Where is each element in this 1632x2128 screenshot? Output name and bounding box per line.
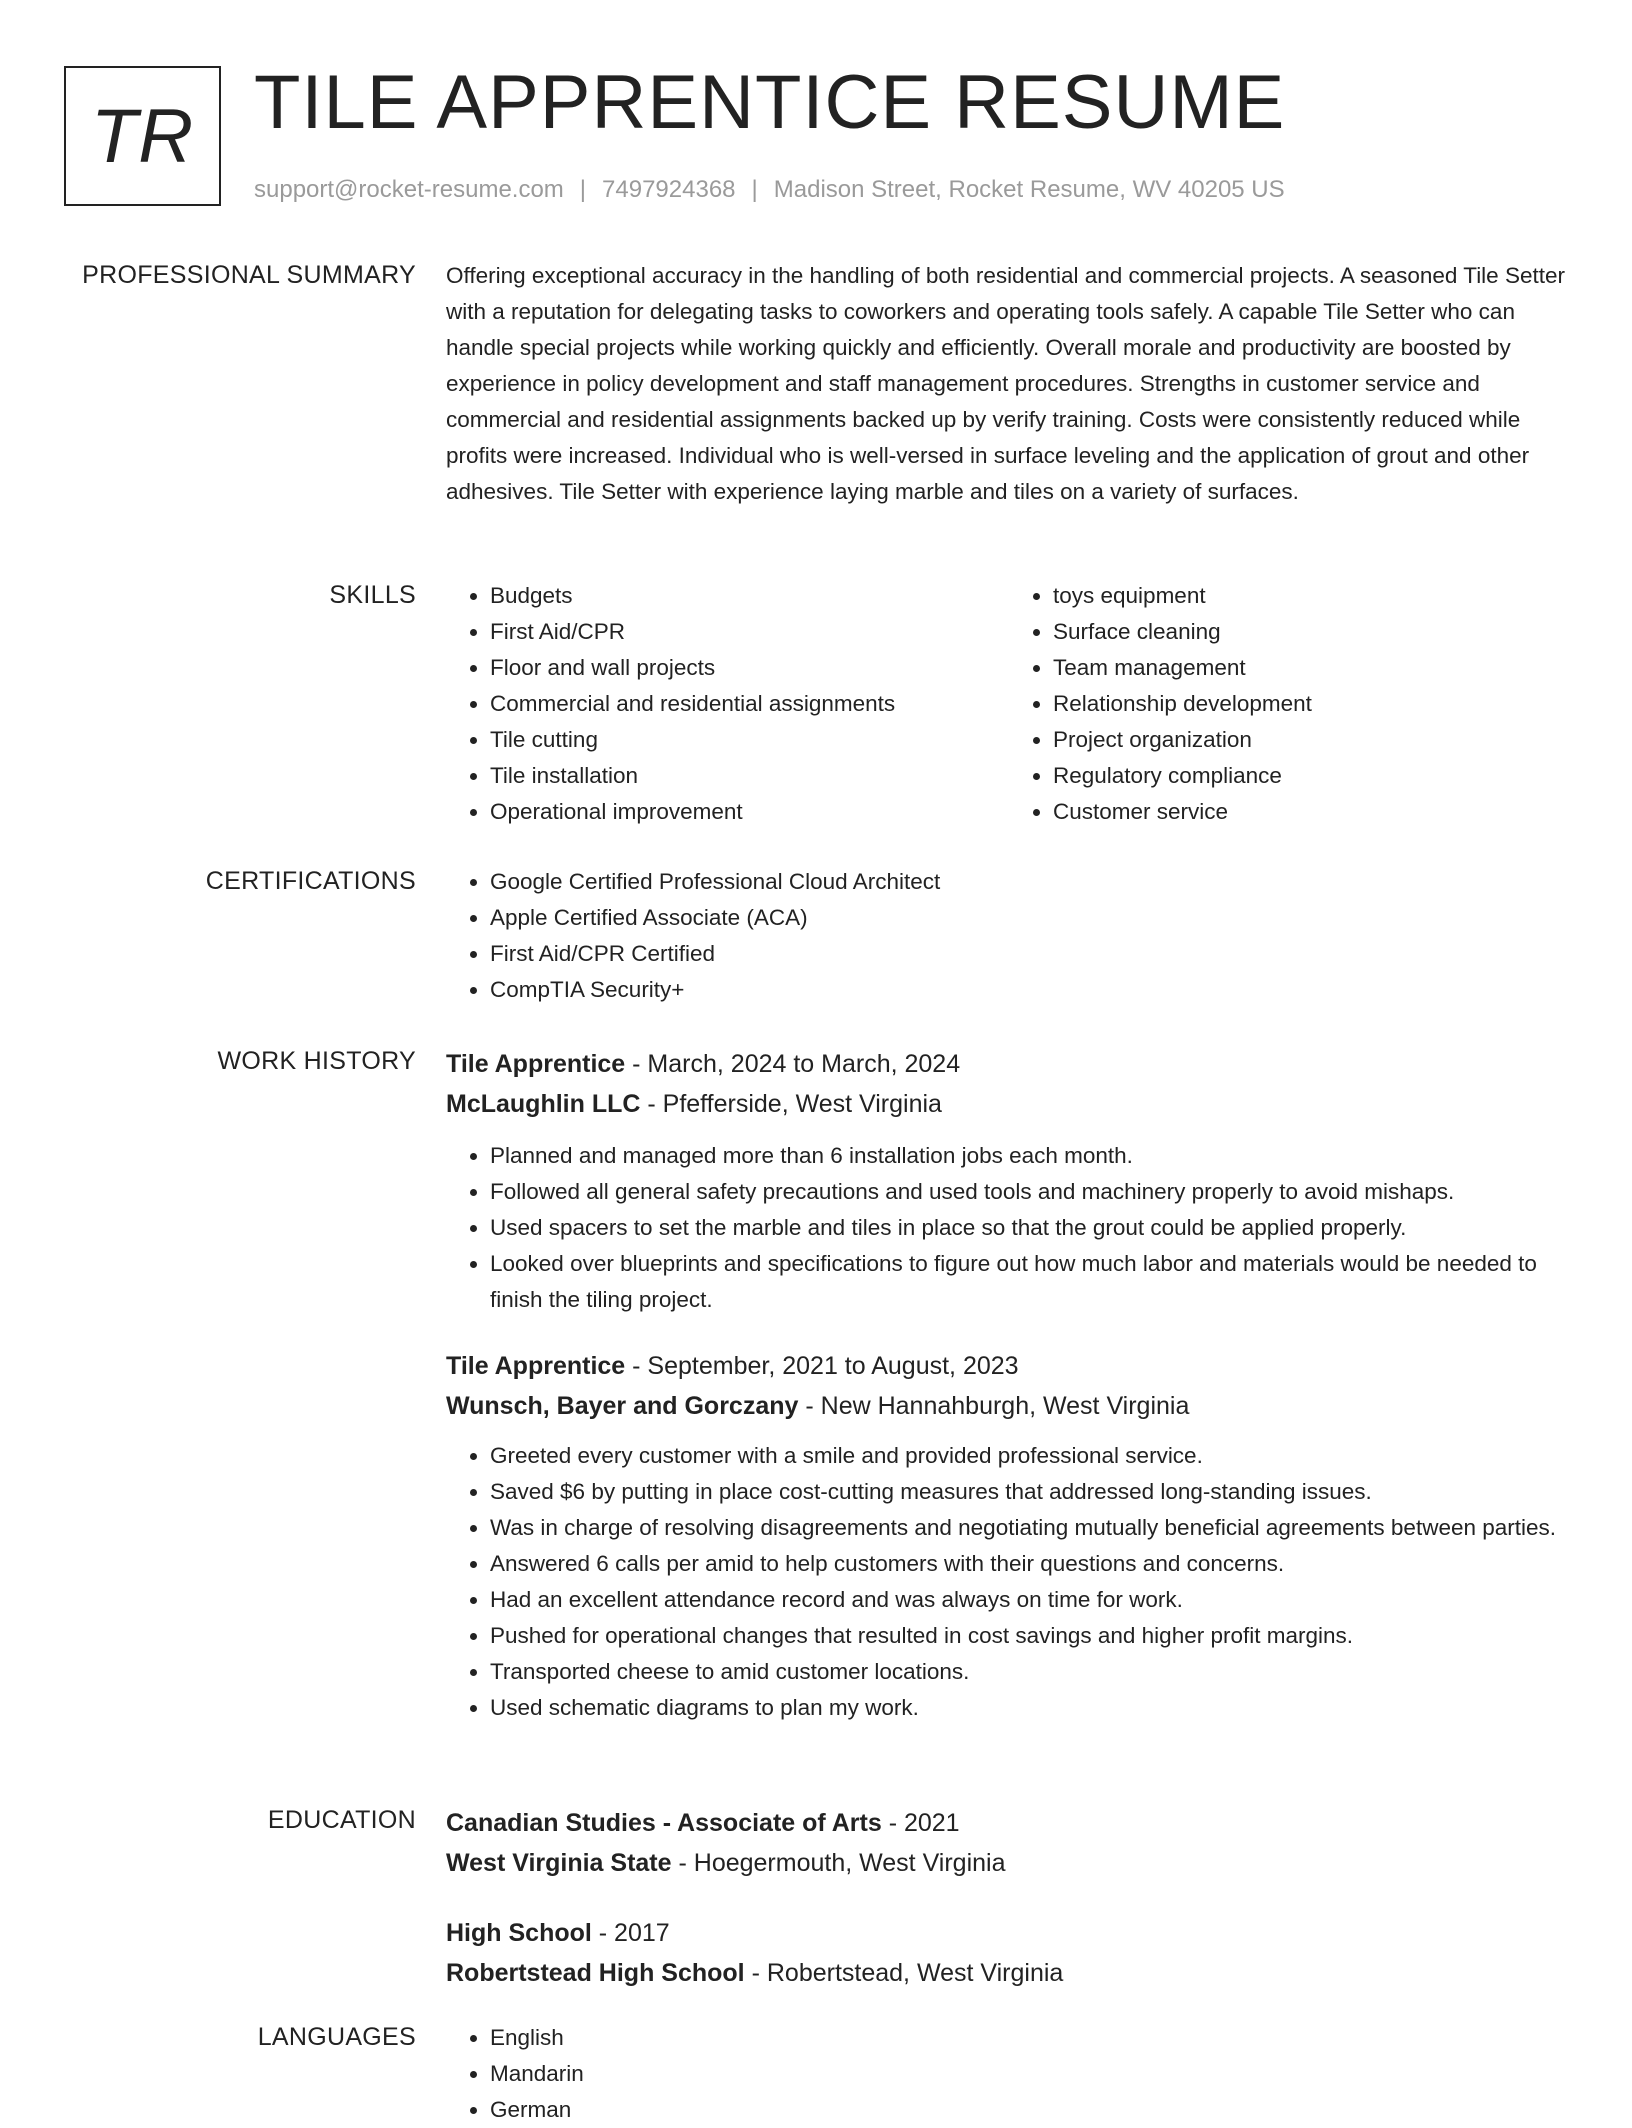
contact-line bbox=[254, 174, 1285, 206]
monogram-logo: TR bbox=[64, 66, 221, 206]
job-bullet: • Used schematic diagrams to plan my work. bbox=[490, 1690, 1572, 1726]
skill-item: • Team management bbox=[1053, 650, 1572, 686]
education-school-line bbox=[446, 1953, 1572, 1993]
job-company: McLaughlin LLC bbox=[446, 1090, 641, 1118]
section-label-education: EDUCATION bbox=[267, 1806, 416, 1834]
job-bullet: • Had an excellent attendance record and was always on time for work. bbox=[490, 1582, 1572, 1618]
skill-item: • Customer service bbox=[1053, 794, 1572, 830]
job-location: - Pfefferside, West Virginia bbox=[640, 1090, 942, 1118]
work-history-body bbox=[446, 1044, 1572, 1726]
job-company-line bbox=[446, 1084, 1572, 1124]
certification-item: • Apple Certified Associate (ACA) bbox=[490, 900, 1572, 936]
job-title: Tile Apprentice bbox=[446, 1352, 626, 1380]
skill-item: • Surface cleaning bbox=[1053, 614, 1572, 650]
job-location: - New Hannahburgh, West Virginia bbox=[798, 1392, 1190, 1420]
education-location: - Hoegermouth, West Virginia bbox=[671, 1849, 1006, 1877]
job-title-line bbox=[446, 1044, 1572, 1084]
contact-email[interactable]: support@rocket-resume.com bbox=[254, 176, 564, 203]
language-item: • German bbox=[490, 2092, 1572, 2128]
certification-item: • Google Certified Professional Cloud Architect bbox=[490, 864, 1572, 900]
education-school: Robertstead High School bbox=[446, 1959, 745, 1987]
job-bullet: • Planned and managed more than 6 installation jobs each month. bbox=[490, 1138, 1572, 1174]
contact-address: Madison Street, Rocket Resume, WV 40205 US bbox=[773, 176, 1285, 203]
job-dates: - March, 2024 to March, 2024 bbox=[625, 1050, 961, 1078]
job-bullet: • Looked over blueprints and specifications to figure out how much labor and materials would be needed to finish the tiling project. bbox=[490, 1246, 1572, 1318]
skills-list-col2 bbox=[1009, 578, 1572, 830]
skill-item: • toys equipment bbox=[1053, 578, 1572, 614]
job-bullets bbox=[446, 1438, 1572, 1726]
education-degree: High School bbox=[446, 1919, 592, 1947]
certification-item: • CompTIA Security+ bbox=[490, 972, 1572, 1008]
education-entry bbox=[446, 1803, 1572, 1883]
education-year: - 2017 bbox=[591, 1919, 670, 1947]
education-entry bbox=[446, 1913, 1572, 1993]
contact-separator: | bbox=[579, 176, 587, 203]
language-item: • Mandarin bbox=[490, 2056, 1572, 2092]
section-label-skills: SKILLS bbox=[329, 581, 416, 609]
certifications-body bbox=[446, 864, 1572, 1008]
skill-item: • Floor and wall projects bbox=[490, 650, 1009, 686]
certification-item: • First Aid/CPR Certified bbox=[490, 936, 1572, 972]
skill-item: • Budgets bbox=[490, 578, 1009, 614]
language-item: • English bbox=[490, 2020, 1572, 2056]
skill-item: • Tile cutting bbox=[490, 722, 1009, 758]
skill-item: • Project organization bbox=[1053, 722, 1572, 758]
job-dates: - September, 2021 to August, 2023 bbox=[625, 1352, 1019, 1380]
job-bullet: • Greeted every customer with a smile and provided professional service. bbox=[490, 1438, 1572, 1474]
education-body bbox=[446, 1803, 1572, 1993]
job-title-line bbox=[446, 1346, 1572, 1386]
skill-item: • Relationship development bbox=[1053, 686, 1572, 722]
job-title: Tile Apprentice bbox=[446, 1050, 626, 1078]
section-label-certifications: CERTIFICATIONS bbox=[205, 867, 416, 895]
education-degree-line bbox=[446, 1913, 1572, 1953]
resume-title: TILE APPRENTICE RESUME bbox=[254, 60, 1286, 145]
section-label-summary: PROFESSIONAL SUMMARY bbox=[82, 261, 416, 289]
job-company-line bbox=[446, 1386, 1572, 1426]
skill-item: • Tile installation bbox=[490, 758, 1009, 794]
skills-columns bbox=[446, 578, 1572, 830]
section-label-languages: LANGUAGES bbox=[257, 2023, 416, 2051]
education-location: - Robertstead, West Virginia bbox=[744, 1959, 1064, 1987]
summary-text: Offering exceptional accuracy in the handling of both residential and commercial projects. A seasoned Tile Setter with a reputation for delegating tasks to coworkers and operating tools safely. A capable Tile Setter who can handle special projects while working quickly and efficiently. Overall morale and productivity are boosted by experience in policy development and staff management procedures. Strengths in customer service and commercial and residential assignments backed up by verify training. Costs were consistently reduced while profits were increased. Individual who is well-versed in surface leveling and the application of grout and other adhesives. Tile Setter with experience laying marble and tiles on a variety of surfaces. bbox=[446, 263, 1565, 504]
job-bullet: • Answered 6 calls per amid to help customers with their questions and concerns. bbox=[490, 1546, 1572, 1582]
skill-item: • Commercial and residential assignments bbox=[490, 686, 1009, 722]
job-bullet: • Transported cheese to amid customer locations. bbox=[490, 1654, 1572, 1690]
job-bullet: • Was in charge of resolving disagreements and negotiating mutually beneficial agreements between parties. bbox=[490, 1510, 1572, 1546]
education-degree: Canadian Studies - Associate of Arts bbox=[446, 1809, 882, 1837]
skill-item: • First Aid/CPR bbox=[490, 614, 1009, 650]
certifications-list bbox=[446, 864, 1572, 1008]
section-label-work-history: WORK HISTORY bbox=[217, 1047, 416, 1075]
education-school: West Virginia State bbox=[446, 1849, 672, 1877]
contact-phone[interactable]: 7497924368 bbox=[602, 176, 736, 203]
skills-list-col1 bbox=[446, 578, 1009, 830]
job-entry bbox=[446, 1346, 1572, 1726]
skill-item: • Regulatory compliance bbox=[1053, 758, 1572, 794]
job-bullet: • Pushed for operational changes that resulted in cost savings and higher profit margins. bbox=[490, 1618, 1572, 1654]
job-bullet: • Used spacers to set the marble and tiles in place so that the grout could be applied properly. bbox=[490, 1210, 1572, 1246]
contact-separator: | bbox=[751, 176, 758, 203]
skill-item: • Operational improvement bbox=[490, 794, 1009, 830]
job-bullets bbox=[446, 1138, 1572, 1318]
education-year: - 2021 bbox=[881, 1809, 960, 1837]
education-school-line bbox=[446, 1843, 1572, 1883]
education-degree-line bbox=[446, 1803, 1572, 1843]
job-entry bbox=[446, 1044, 1572, 1318]
job-company: Wunsch, Bayer and Gorczany bbox=[446, 1392, 799, 1420]
job-bullet: • Saved $6 by putting in place cost-cutting measures that addressed long-standing issues. bbox=[490, 1474, 1572, 1510]
job-bullet: • Followed all general safety precautions and used tools and machinery properly to avoid mishaps. bbox=[490, 1174, 1572, 1210]
